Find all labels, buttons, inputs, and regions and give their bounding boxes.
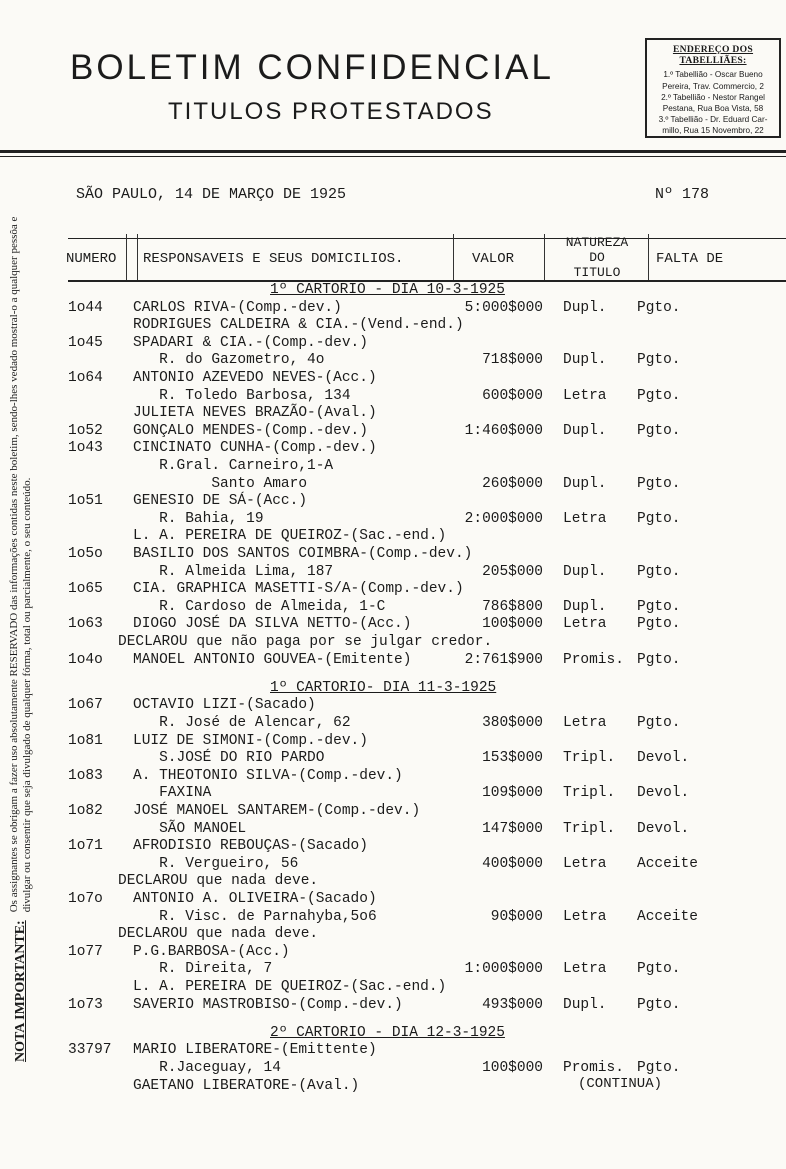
address-line: Pestana, Rua Boa Vista, 58 [662,104,764,114]
title-nature: Promis. [563,651,624,668]
responsible-party: R. Direita, 7 [133,961,273,978]
responsible-party: CINCINATO CUNHA-(Comp.-dev.) [133,440,377,457]
responsible-party: R. Toledo Barbosa, 134 [133,387,351,404]
fault-reason: Pgto. [637,714,681,731]
responsible-party: Santo Amaro [133,475,308,492]
responsible-party: S.JOSÉ DO RIO PARDO [133,750,325,767]
protest-value: 2:761$900 [464,651,543,668]
section-heading-text: 2º CARTORIO - DIA 12-3-1925 [270,1024,505,1041]
fault-reason: Pgto. [637,961,681,978]
entry-number: 1o73 [68,996,103,1013]
address-line: 2.º Tabellião - Nestor Rangel [661,92,765,102]
responsible-party: CIA. GRAPHICA MASETTI-S/A-(Comp.-dev.) [133,581,464,598]
responsible-party: OCTAVIO LIZI-(Sacado) [133,697,316,714]
title-nature: Letra [563,616,607,633]
title-nature: Dupl. [563,598,607,615]
responsible-party: R. Almeida Lima, 187 [133,563,334,580]
responsible-party: GAETANO LIBERATORE-(Aval.) [133,1077,360,1094]
entry-number: 1o45 [68,334,103,351]
masthead-divider-thin [0,156,786,157]
protest-value: 260$000 [482,475,543,492]
protest-value: 109$000 [482,785,543,802]
entry-number: 1o4o [68,651,103,668]
address-line: 3.º Tabellião - Dr. Eduard Car- [658,115,768,125]
protest-value: 786$800 [482,598,543,615]
fault-reason: Pgto. [637,422,681,439]
responsible-party: A. THEOTONIO SILVA-(Comp.-dev.) [133,767,403,784]
title-nature: Letra [563,908,607,925]
column-divider [544,234,545,280]
responsible-party: LUIZ DE SIMONI-(Comp.-dev.) [133,732,368,749]
responsible-party: R. do Gazometro, 4o [133,352,325,369]
declaration-text: DECLAROU que nada deve. [118,926,319,943]
fault-reason: Pgto. [637,475,681,492]
responsible-party: L. A. PEREIRA DE QUEIROZ-(Sac.-end.) [133,528,447,545]
fault-reason: Pgto. [637,387,681,404]
title-nature: Dupl. [563,299,607,316]
responsible-party: P.G.BARBOSA-(Acc.) [133,943,290,960]
entry-number: 33797 [68,1042,112,1059]
responsible-party: R. Bahia, 19 [133,510,264,527]
responsible-party: JULIETA NEVES BRAZÃO-(Aval.) [133,405,377,422]
column-divider [126,234,127,280]
address-line: millo, Rua 15 Novembro, 22 [662,126,764,136]
title-nature: Letra [563,510,607,527]
table-header-top-rule [68,238,786,239]
title-nature: Dupl. [563,422,607,439]
section-heading-text: 1º CARTORIO - DIA 10-3-1925 [270,282,505,298]
title-nature: Tripl. [563,750,616,767]
declaration-text: DECLAROU que nada deve. [118,873,319,890]
address-line: Pereira, Trav. Commercio, 2 [662,81,764,91]
responsible-party: ANTONIO AZEVEDO NEVES-(Acc.) [133,370,377,386]
entry-number: 1o77 [68,943,103,960]
responsible-party: SPADARI & CIA.-(Comp.-dev.) [133,334,368,351]
protest-value: 1:000$000 [464,961,543,978]
entry-number: 1o43 [68,440,103,457]
responsible-party: R.Gral. Carneiro,1-A [133,458,334,474]
table-row [0,652,786,672]
side-note-text: Os assignantes se obrigam a fazer uso absolutamente RESERVADO das informações contidas neste boletim, sendo-lhes vedado mostral-o a qualquer pessôa e divulgar ou consentir que seja divulgado de qualquer fórma, total ou parcialmente, o seu conteúdo. [8,216,33,913]
column-divider [137,234,138,280]
title-nature: Letra [563,387,607,404]
responsible-party: DIOGO JOSÉ DA SILVA NETTO-(Acc.) [133,616,412,633]
header-natureza-do: DO [589,250,605,265]
entry-number: 1o81 [68,732,103,749]
protest-value: 2:000$000 [464,510,543,527]
side-note-label: NOTA IMPORTANTE: [13,920,28,1062]
title-nature: Dupl. [563,563,607,580]
title-nature: Dupl. [563,996,607,1013]
responsible-party: L. A. PEREIRA DE QUEIROZ-(Sac.-end.) [133,978,447,995]
fault-reason: Pgto. [637,563,681,580]
entry-number: 1o67 [68,697,103,714]
title-nature: Dupl. [563,475,607,492]
responsible-party: JOSÉ MANOEL SANTAREM-(Comp.-dev.) [133,802,421,819]
entry-number: 1o52 [68,422,103,439]
section-heading-text: 1º CARTORIO- DIA 11-3-1925 [270,679,497,696]
title-nature: Letra [563,714,607,731]
protest-value: 90$000 [490,908,543,925]
protest-value: 100$000 [482,616,543,633]
responsible-party: CARLOS RIVA-(Comp.-dev.) [133,299,342,316]
fault-reason: Devol. [637,750,690,767]
responsible-party: RODRIGUES CALDEIRA & CIA.-(Vend.-end.) [133,317,464,334]
entry-number: 1o5o [68,546,103,562]
fault-reason: Pgto. [637,651,681,668]
table-row [0,1078,786,1098]
fault-reason: Pgto. [637,352,681,369]
title-nature: Tripl. [563,785,616,802]
fault-reason: Pgto. [637,299,681,316]
entry-number: 1o7o [68,890,103,907]
entry-number: 1o65 [68,581,103,598]
fault-reason: Pgto. [637,996,681,1013]
responsible-party: SÃO MANOEL [133,820,247,837]
header-numero: NUMERO [66,251,117,267]
fault-reason: Pgto. [637,1059,681,1076]
responsible-party: SAVERIO MASTROBISO-(Comp.-dev.) [133,996,403,1013]
protest-value: 493$000 [482,996,543,1013]
address-line: 1.º Tabellião - Oscar Bueno [663,70,763,80]
header-natureza: NATUREZA [565,235,629,250]
entry-number: 1o82 [68,802,103,819]
fault-reason: Acceite [637,908,698,925]
header-valor: VALOR [472,251,515,267]
protest-value: 5:000$000 [464,299,543,316]
fault-reason: Devol. [637,820,690,837]
title-nature: Letra [563,961,607,978]
title-nature: Promis. [563,1059,624,1076]
title-nature: Dupl. [563,352,607,369]
title-nature: Tripl. [563,820,616,837]
fault-reason: Devol. [637,785,690,802]
address-box-heading: ENDEREÇO DOS TABELLIÃES: [672,44,754,67]
header-responsaveis: RESPONSAVEIS E SEUS DOMICILIOS. [143,251,404,267]
header-falta: FALTA DE [656,251,724,267]
protest-value: 147$000 [482,820,543,837]
protest-value: 153$000 [482,750,543,767]
protest-value: 600$000 [482,387,543,404]
fault-reason: Pgto. [637,598,681,615]
fault-reason: Pgto. [637,616,681,633]
protest-value: 380$000 [482,714,543,731]
protest-value: 1:460$000 [464,422,543,439]
protest-value: 100$000 [482,1059,543,1076]
notary-address-box [645,38,781,138]
dateline: SÃO PAULO, 14 DE MARÇO DE 1925 [76,186,347,203]
table-row [0,997,786,1017]
responsible-party: R. Cardoso de Almeida, 1-C [133,598,386,615]
fault-reason: Pgto. [637,510,681,527]
protest-value: 205$000 [482,563,543,580]
responsible-party: ANTONIO A. OLIVEIRA-(Sacado) [133,890,377,907]
column-divider [648,234,649,280]
responsible-party: GONÇALO MENDES-(Comp.-dev.) [133,422,368,439]
responsible-party: FAXINA [133,785,212,802]
bulletin-title: BOLETIM CONFIDENCIAL [70,48,554,87]
title-nature: Letra [563,855,607,872]
responsible-party: MANOEL ANTONIO GOUVEA-(Emitente) [133,651,412,668]
responsible-party: BASILIO DOS SANTOS COIMBRA-(Comp.-dev.) [133,546,473,562]
responsible-party: R. José de Alencar, 62 [133,714,351,731]
masthead-divider [0,150,786,153]
entry-number: 1o51 [68,493,103,510]
declaration-text: DECLAROU que não paga por se julgar credor. [118,634,493,650]
header-natureza-titulo: TITULO [573,265,621,280]
responsible-party: R. Visc. de Parnahyba,5o6 [133,908,377,925]
responsible-party: AFRODISIO REBOUÇAS-(Sacado) [133,838,368,855]
fault-reason: Acceite [637,855,698,872]
entry-number: 1o63 [68,616,103,633]
responsible-party: R.Jaceguay, 14 [133,1059,281,1076]
protest-value: 400$000 [482,855,543,872]
bulletin-number: Nº 178 [655,186,710,203]
entry-number: 1o71 [68,838,103,855]
entry-number: 1o44 [68,299,103,316]
entry-number: 1o83 [68,767,103,784]
responsible-party: R. Vergueiro, 56 [133,855,299,872]
entry-number: 1o64 [68,370,103,386]
responsible-party: MARIO LIBERATORE-(Emittente) [133,1042,377,1059]
column-divider [453,234,454,280]
continuation-note: (CONTINUA) [578,1076,663,1092]
bulletin-subtitle: TITULOS PROTESTADOS [168,98,494,125]
protest-value: 718$000 [482,352,543,369]
responsible-party: GENESIO DE SÁ-(Acc.) [133,493,308,510]
